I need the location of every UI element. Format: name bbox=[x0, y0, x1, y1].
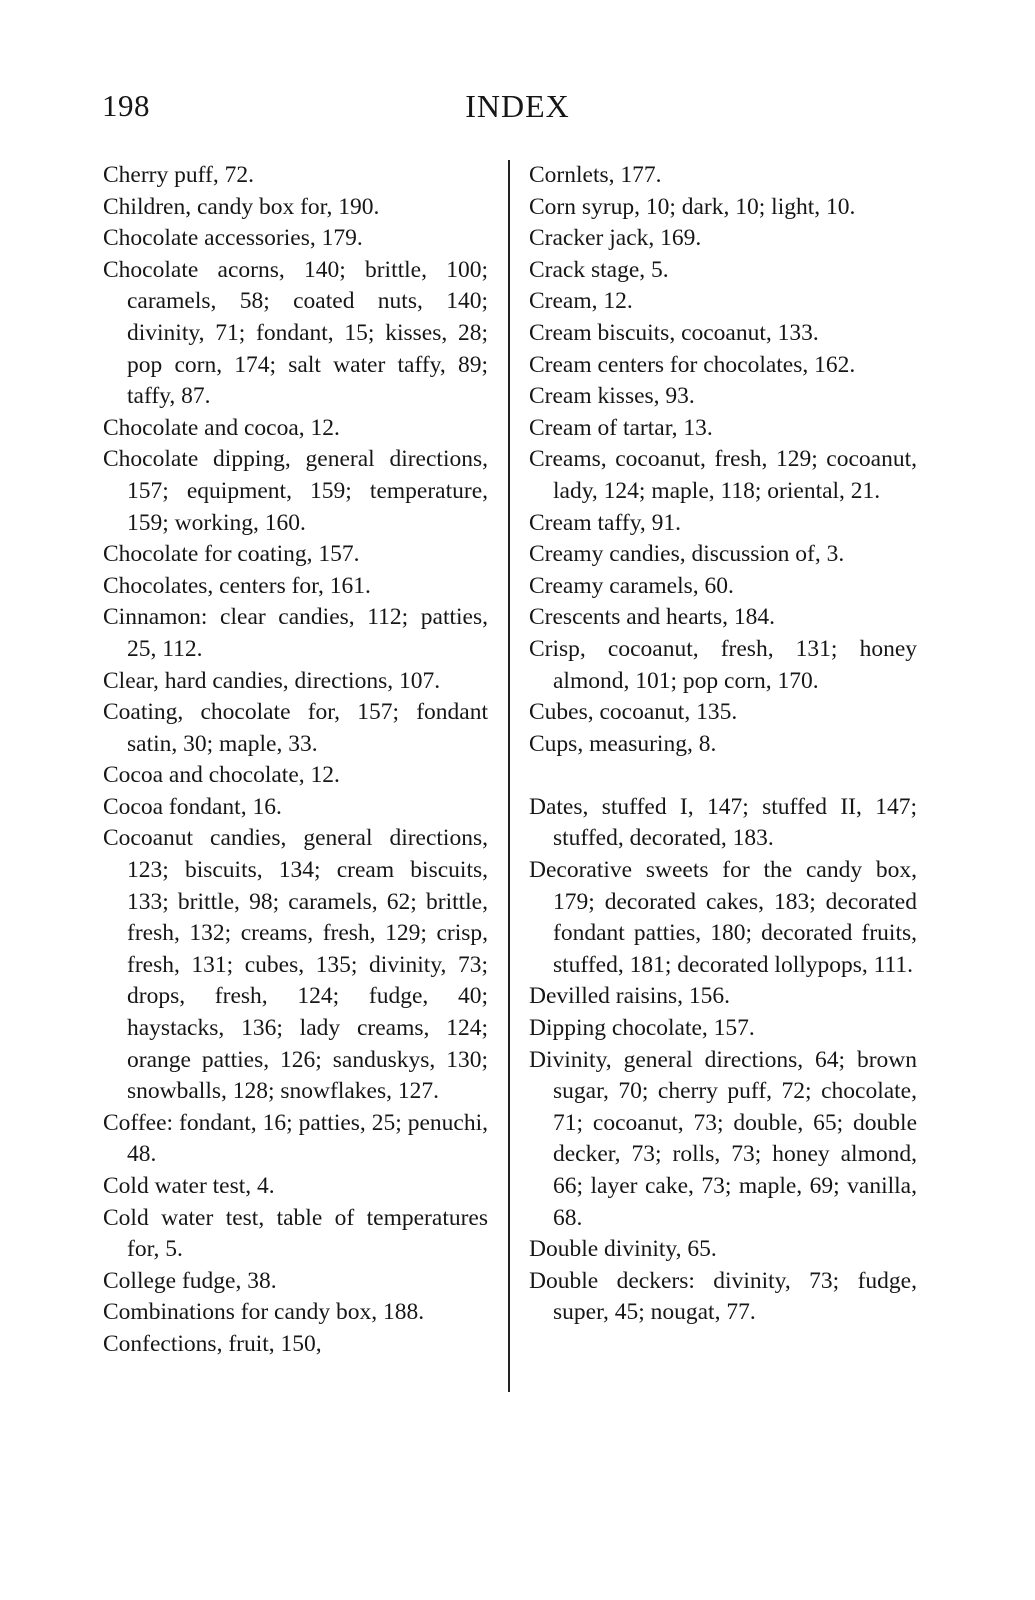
index-entry: Creamy caramels, 60. bbox=[529, 572, 734, 599]
index-entry: Chocolate dipping, general directions, 157; equipment, 159; temperature, 159; working, 160. bbox=[103, 446, 488, 536]
index-entry: Dipping chocolate, 157. bbox=[529, 1015, 755, 1042]
index-entry: Cream kisses, 93. bbox=[529, 383, 695, 410]
index-entry: Creams, cocoanut, fresh, 129; cocoanut, lady, 124; maple, 118; oriental, 21. bbox=[529, 446, 917, 504]
index-entry: Coffee: fondant, 16; patties, 25; penuchi, 48. bbox=[103, 1109, 488, 1168]
index-entry: Cream taffy, 91. bbox=[529, 509, 682, 536]
index-column-right bbox=[529, 160, 917, 1329]
running-head-title: INDEX bbox=[465, 88, 570, 124]
index-entry: Crisp, cocoanut, fresh, 131; honey almond, 101; pop corn, 170. bbox=[529, 635, 917, 694]
index-entry: Cocoanut candies, general directions, 123; biscuits, 134; cream biscuits, 133; brittle, 98; caramels, 62; brittle, fresh, 132; creams, fresh, 129; crisp, fresh, 131; cubes, 135; divinity, 73; drops, fresh, 124; fudge, 40; haystacks, 136; lady creams, 124; orange patties, 126; sanduskys, 130; snowballs, 128; snowflakes, 127. bbox=[103, 825, 488, 1105]
index-entry: College fudge, 38. bbox=[103, 1267, 277, 1294]
index-entry: Cinnamon: clear candies, 112; patties, 25, 112. bbox=[103, 604, 488, 662]
index-entry: Double divinity, 65. bbox=[529, 1236, 717, 1263]
index-entry: Coating, chocolate for, 157; fondant satin, 30; maple, 33. bbox=[103, 699, 488, 757]
index-entry: Children, candy box for, 190. bbox=[103, 193, 380, 220]
index-entry: Double deckers: divinity, 73; fudge, super, 45; nougat, 77. bbox=[529, 1267, 917, 1326]
index-entry: Devilled raisins, 156. bbox=[529, 983, 731, 1010]
index-entry: Cornlets, 177. bbox=[529, 162, 662, 188]
index-entry: Cream biscuits, cocoanut, 133. bbox=[529, 319, 819, 346]
index-entry: Cream of tartar, 13. bbox=[529, 414, 713, 441]
index-entry: Dates, stuffed I, 147; stuffed II, 147; stuffed, decorated, 183. bbox=[529, 793, 917, 852]
index-entry: Cubes, cocoanut, 135. bbox=[529, 699, 738, 726]
letter-section-gap bbox=[529, 760, 917, 792]
index-entry: Crescents and hearts, 184. bbox=[529, 604, 776, 631]
index-entry: Combinations for candy box, 188. bbox=[103, 1299, 425, 1326]
index-entry: Cups, measuring, 8. bbox=[529, 730, 717, 757]
index-entry: Chocolate acorns, 140; brittle, 100; caramels, 58; coated nuts, 140; divinity, 71; fondant, 15; kisses, 28; pop corn, 174; salt water taffy, 89; taffy, 87. bbox=[103, 256, 488, 410]
index-entry: Confections, fruit, 150, bbox=[103, 1330, 322, 1357]
index-entry: Cherry puff, 72. bbox=[103, 162, 254, 188]
index-entry: Chocolate and cocoa, 12. bbox=[103, 414, 340, 441]
index-entry: Cocoa and chocolate, 12. bbox=[103, 762, 340, 789]
index-entry: Cracker jack, 169. bbox=[529, 225, 702, 252]
index-entry: Creamy candies, discussion of, 3. bbox=[529, 541, 845, 568]
index-entry: Cold water test, 4. bbox=[103, 1173, 275, 1199]
index-entry: Cold water test, table of temperatures for, 5. bbox=[103, 1204, 488, 1263]
index-entry: Chocolates, centers for, 161. bbox=[103, 572, 371, 599]
index-entry: Chocolate accessories, 179. bbox=[103, 225, 363, 252]
index-entry: Crack stage, 5. bbox=[529, 256, 669, 283]
index-entry: Cream centers for chocolates, 162. bbox=[529, 351, 856, 378]
page-number: 198 bbox=[102, 88, 150, 123]
index-entry: Divinity, general directions, 64; brown sugar, 70; cherry puff, 72; chocolate, 71; cocoanut, 73; double, 65; double decker, 73; rolls, 73; honey almond, 66; layer cake, 73; maple, 69; vanilla, 68. bbox=[529, 1046, 917, 1231]
index-entry: Clear, hard candies, directions, 107. bbox=[103, 667, 441, 694]
index-entry: Corn syrup, 10; dark, 10; light, 10. bbox=[529, 193, 856, 220]
index-entry: Decorative sweets for the candy box, 179; decorated cakes, 183; decorated fondant patties, 180; decorated fruits, stuffed, 181; decorated lollypops, 111. bbox=[529, 857, 917, 978]
column-divider bbox=[508, 160, 510, 1392]
index-entry: Cocoa fondant, 16. bbox=[103, 793, 282, 820]
index-entry: Chocolate for coating, 157. bbox=[103, 541, 360, 568]
index-entry: Cream, 12. bbox=[529, 288, 633, 315]
index-column-left bbox=[103, 160, 488, 1361]
